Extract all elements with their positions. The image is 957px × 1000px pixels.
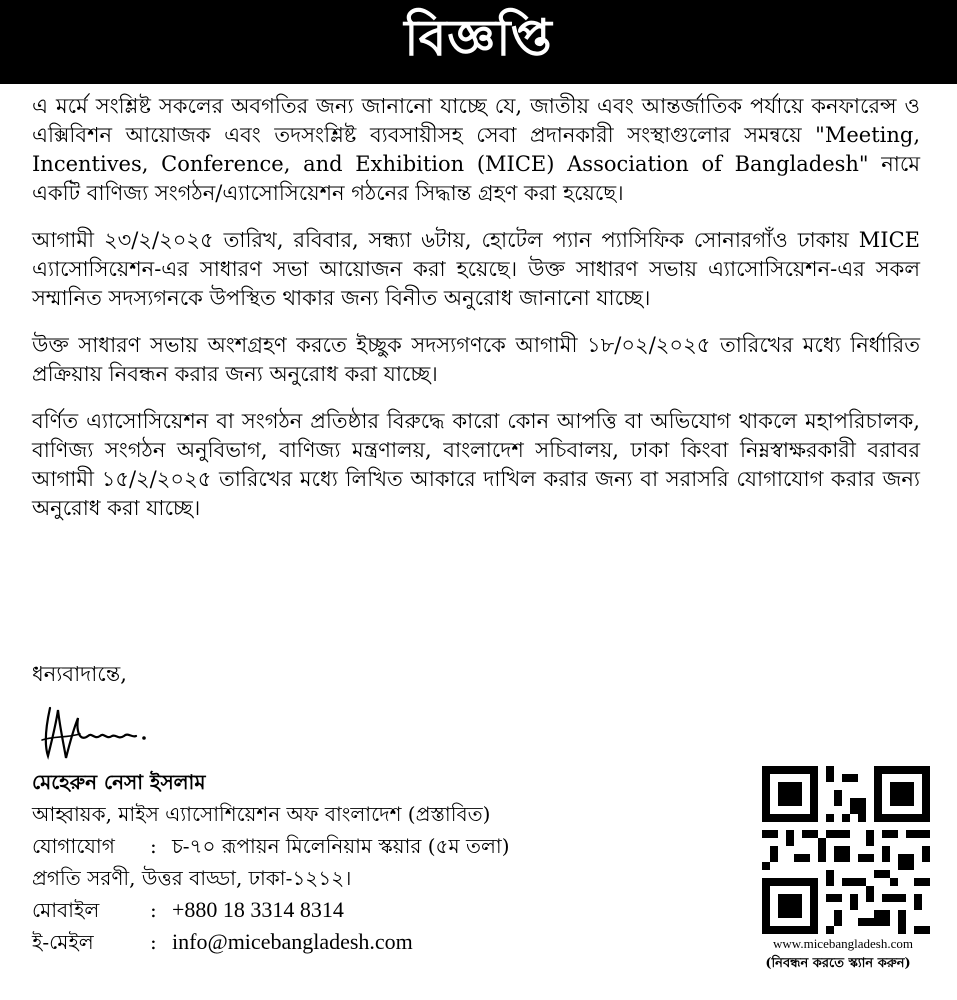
mobile-row bbox=[32, 894, 652, 926]
email-separator: : bbox=[150, 930, 157, 954]
closing-text: ধন্যবাদান্তে, bbox=[32, 662, 127, 686]
contact-separator: : bbox=[150, 834, 157, 858]
paragraph-association-formation: এ মর্মে সংশ্লিষ্ট সকলের অবগতির জন্য জানানো যাচ্ছে যে, জাতীয় এবং আন্তর্জাতিক পর্যায়ে কনফারেন্স ও এক্সিবিশন আয়োজক এবং তদসংশ্লিষ্ট ব্যবসায়ীসহ সেবা প্রদানকারী সংস্থাগুলোর সমন্বয়ে "Meeting, Incentives, Conference, and Exhibition (MICE) Association of Bangladesh" নামে একটি বাণিজ্য সংগঠন/এ্যাসোসিয়েশন গঠনের সিদ্ধান্ত গ্রহণ করা হয়েছে। bbox=[32, 94, 920, 205]
paragraph-objections: বর্ণিত এ্যাসোসিয়েশন বা সংগঠন প্রতিষ্ঠার বিরুদ্ধে কারো কোন আপত্তি বা অভিযোগ থাকলে মহাপরিচালক, বাণিজ্য সংগঠন অনুবিভাগ, বাণিজ্য মন্ত্রণালয়, বাংলাদেশ সচিবালয়, ঢাকা কিংবা নিম্নস্বাক্ষরকারী বরাবর আগামী ১৫/২/২০২৫ তারিখের মধ্যে লিখিত আকারে দাখিল করার জন্য বা সরাসরি যোগাযোগ করার জন্য অনুরোধ করা যাচ্ছে। bbox=[32, 409, 920, 520]
handwritten-signature bbox=[36, 700, 166, 762]
signer-name: মেহেরুন নেসা ইসলাম bbox=[32, 770, 206, 794]
signer-designation: আহ্বায়ক, মাইস এ্যাসোশিয়েশন অফ বাংলাদেশ (প্রস্তাবিত) bbox=[32, 802, 491, 826]
qr-scan-note: (নিবন্ধন করতে স্ক্যান করুন) bbox=[765, 956, 911, 971]
notice-title: বিজ্ঞপ্তি bbox=[404, 8, 553, 67]
paragraph-registration: উক্ত সাধারণ সভায় অংশগ্রহণ করতে ইচ্ছুক সদস্যগণকে আগামী ১৮/০২/২০২৫ তারিখের মধ্যে নির্ধারিত প্রক্রিয়ায় নিবন্ধন করার জন্য অনুরোধ করা যাচ্ছে। bbox=[32, 333, 920, 386]
email-label: ই-মেইল bbox=[32, 930, 94, 954]
qr-website[interactable]: www.micebangladesh.com bbox=[773, 936, 913, 951]
title-banner bbox=[0, 0, 957, 84]
contact-row bbox=[32, 830, 652, 862]
contact-address: চ-৭০ রূপায়ন মিলেনিয়াম স্কয়ার (৫ম তলা) bbox=[172, 834, 510, 858]
email-address[interactable]: info@micebangladesh.com bbox=[172, 929, 413, 954]
mobile-separator: : bbox=[150, 898, 157, 922]
notice-body bbox=[32, 92, 920, 541]
address-line-2: প্রগতি সরণী, উত্তর বাড্ডা, ঢাকা-১২১২। bbox=[32, 866, 352, 890]
signer-block bbox=[32, 766, 652, 958]
qr-code-icon[interactable] bbox=[762, 766, 930, 934]
contact-label: যোগাযোগ bbox=[32, 834, 115, 858]
mobile-number: +880 18 3314 8314 bbox=[172, 897, 344, 922]
paragraph-general-meeting: আগামী ২৩/২/২০২৫ তারিখ, রবিবার, সন্ধ্যা ৬টায়, হোটেল প্যান প্যাসিফিক সোনারগাঁও ঢাকায় MICE এ্যাসোসিয়েশন-এর সাধারণ সভা আয়োজন করা হয়েছে। উক্ত সাধারণ সভায় এ্যাসোসিয়েশন-এর সকল সম্মানিত সদস্যগনকে উপস্থিত থাকার জন্য বিনীত অনুরোধ জানানো যাচ্ছে। bbox=[32, 228, 920, 310]
email-row bbox=[32, 926, 652, 958]
mobile-label: মোবাইল bbox=[32, 898, 100, 922]
